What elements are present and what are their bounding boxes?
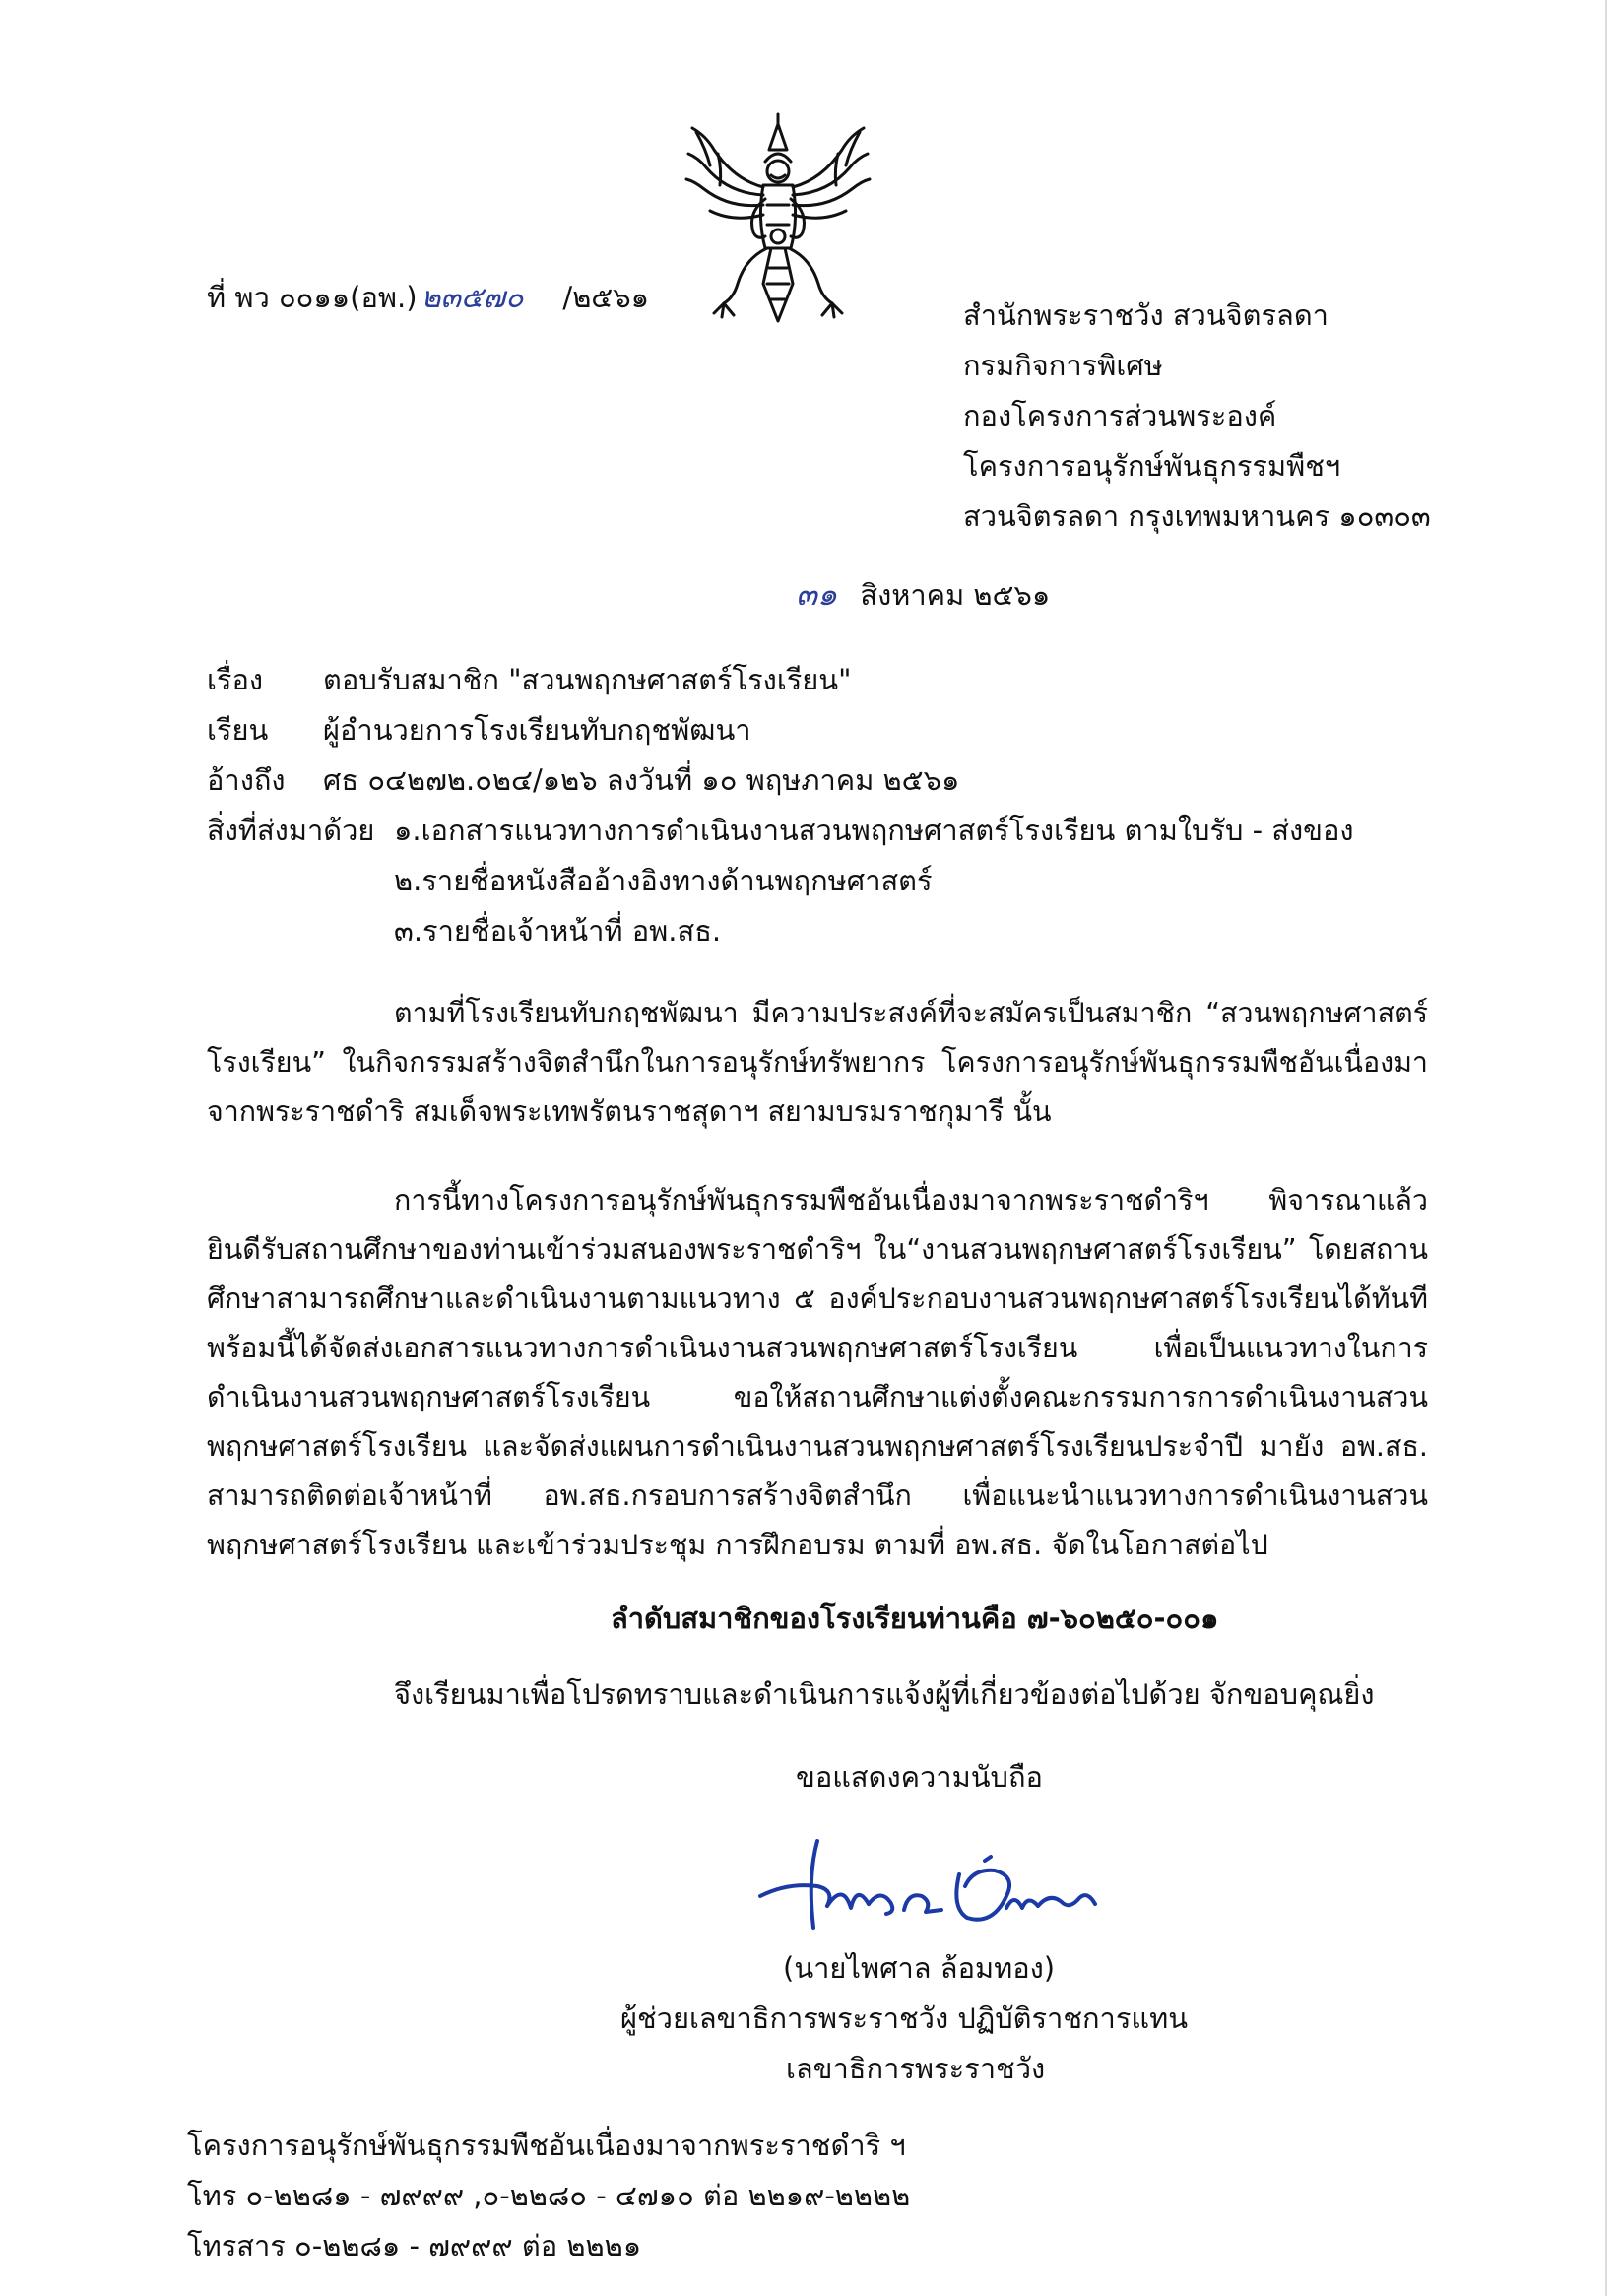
footer-phone: โทร ๐-๒๒๘๑ - ๗๙๙๙ ,๐-๒๒๘๐ - ๔๗๑๐ ต่อ ๒๒๑๙-๒๒๒๒: [187, 2179, 911, 2212]
handwritten-signature: [748, 1837, 1123, 1945]
member-number: ลำดับสมาชิกของโรงเรียนท่านคือ ๗-๖๐๒๕๐-๐๐๑: [611, 1602, 1219, 1635]
sender-line-1: สำนักพระราชวัง สวนจิตรลดา: [963, 298, 1329, 332]
signatory-position-1: ผู้ช่วยเลขาธิการพระราชวัง ปฏิบัติราชการแทน: [620, 2001, 1189, 2035]
sender-line-5: สวนจิตรลดา กรุงเทพมหานคร ๑๐๓๐๓: [963, 499, 1431, 533]
letter-date: [796, 574, 1050, 615]
body-paragraph-2: การนี้ทางโครงการอนุรักษ์พันธุกรรมพืชอันเนื่องมาจากพระราชดำริฯ พิจารณาแล้ว ยินดีรับสถานศึกษาของท่านเข้าร่วมสนองพระราชดำริฯ ใน“งานสวนพฤกษศาสตร์โรงเรียน” โดยสถานศึกษาสามารถศึกษาและดำเนินงานตามแนวทาง ๕ องค์ประกอบงานสวนพฤกษศาสตร์โรงเรียนได้ทันที พร้อมนี้ได้จัดส่งเอกสารแนวทางการดำเนินงานสวนพฤกษศาสตร์โรงเรียน เพื่อเป็นแนวทางในการดำเนินงานสวนพฤกษศาสตร์โรงเรียน ขอให้สถานศึกษาแต่งตั้งคณะกรรมการการดำเนินงานสวนพฤกษศาสตร์โรงเรียน และจัดส่งแผนการดำเนินงานสวนพฤกษศาสตร์โรงเรียนประจำปี มายัง อพ.สธ. สามารถติดต่อเจ้าหน้าที่ อพ.สธ.กรอบการสร้างจิตสำนึก เพื่อแนะนำแนวทางการดำเนินงานสวนพฤกษศาสตร์โรงเรียน และเข้าร่วมประชุม การฝึกอบรม ตามที่ อพ.สธ. จัดในโอกาสต่อไป: [207, 1183, 1428, 1561]
footer-fax: โทรสาร ๐-๒๒๘๑ - ๗๙๙๙ ต่อ ๒๒๒๑: [187, 2229, 642, 2263]
enclosure-item-1: ๑.เอกสารแนวทางการดำเนินงานสวนพฤกษศาสตร์โรงเรียน ตามใบรับ - ส่งของ: [394, 814, 1354, 847]
reference-suffix: /๒๕๖๑: [562, 281, 650, 314]
sender-line-2: กรมกิจการพิเศษ: [963, 349, 1163, 382]
date-day-handwritten: ๓๑: [796, 575, 838, 613]
salutation: ขอแสดงความนับถือ: [796, 1760, 1043, 1794]
enclosure-item-2: ๒.รายชื่อหนังสืออ้างอิงทางด้านพฤกษศาสตร์: [394, 864, 933, 897]
enclosure-item-3: ๓.รายชื่อเจ้าหน้าที่ อพ.สธ.: [394, 914, 722, 948]
to-value: ผู้อำนวยการโรงเรียนทับกฤชพัฒนา: [323, 713, 751, 747]
to-label: เรียน: [207, 713, 269, 747]
garuda-emblem-icon: [684, 110, 872, 327]
subject-label: เรื่อง: [207, 663, 264, 696]
reference-handwritten-number: ๒๓๕๗๐: [421, 281, 524, 315]
reference-number: [207, 278, 649, 318]
sender-line-4: โครงการอนุรักษ์พันธุกรรมพืชฯ: [963, 449, 1341, 483]
signatory-name: (นายไพศาล ล้อมทอง): [783, 1951, 1056, 1985]
reference-prefix: ที่ พว ๐๐๑๑(อพ.): [207, 281, 418, 314]
signatory-position-2: เลขาธิการพระราชวัง: [786, 2052, 1046, 2085]
reference-value: ศธ ๐๔๒๗๒.๐๒๔/๑๒๖ ลงวันที่ ๑๐ พฤษภาคม ๒๕๖๑: [323, 763, 960, 797]
date-month-year: สิงหาคม ๒๕๖๑: [860, 578, 1051, 612]
body-paragraph-1: ตามที่โรงเรียนทับกฤชพัฒนา มีความประสงค์ที่จะสมัครเป็นสมาชิก “สวนพฤกษศาสตร์โรงเรียน” ในกิจกรรมสร้างจิตสำนึกในการอนุรักษ์ทรัพยากร โครงการอนุรักษ์พันธุกรรมพืชอันเนื่องมาจากพระราชดำริ สมเด็จพระเทพรัตนราชสุดาฯ สยามบรมราชกุมารี นั้น: [207, 996, 1428, 1128]
sender-line-3: กองโครงการส่วนพระองค์: [963, 399, 1277, 432]
footer-organization: โครงการอนุรักษ์พันธุกรรมพืชอันเนื่องมาจากพระราชดำริ ฯ: [187, 2129, 906, 2162]
reference-label: อ้างถึง: [207, 763, 286, 797]
subject-value: ตอบรับสมาชิก "สวนพฤกษศาสตร์โรงเรียน": [323, 663, 852, 696]
enclosure-label: สิ่งที่ส่งมาด้วย: [207, 814, 375, 847]
closing-request: จึงเรียนมาเพื่อโปรดทราบและดำเนินการแจ้งผู้ที่เกี่ยวข้องต่อไปด้วย จักขอบคุณยิ่ง: [394, 1677, 1375, 1711]
